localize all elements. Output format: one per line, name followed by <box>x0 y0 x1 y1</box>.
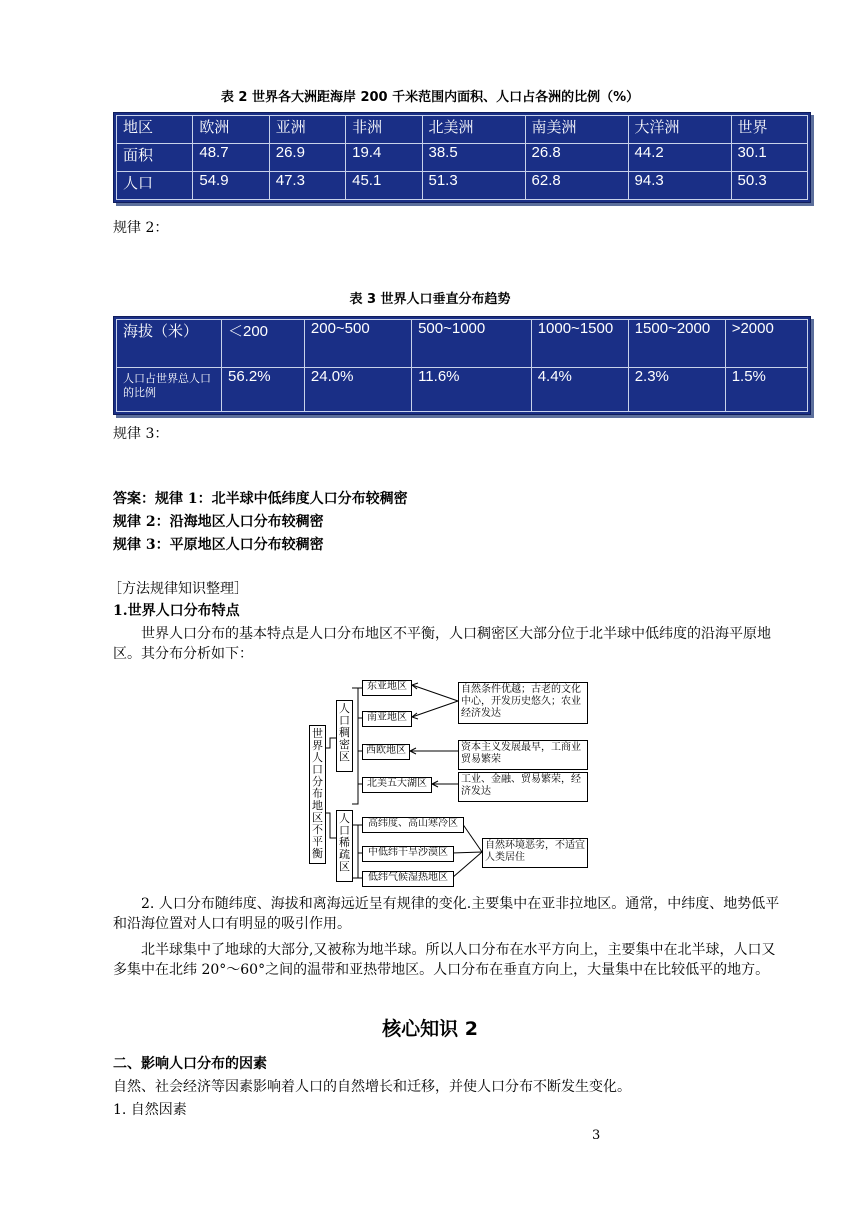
section1-title: 1.世界人口分布特点 <box>113 603 240 619</box>
table2-cell: 26.9 <box>269 144 345 172</box>
table2-cell: 50.3 <box>731 172 807 200</box>
diagram-reason-2: 资本主义发展最早，工商业贸易繁荣 <box>458 740 588 770</box>
table2 <box>113 112 811 203</box>
table2-header-cell: 南美洲 <box>525 116 628 144</box>
table3-header-cell: 1000~1500 <box>531 320 628 368</box>
table2-cell: 19.4 <box>346 144 422 172</box>
table3-cell: 56.2% <box>222 368 305 412</box>
table3-cell: 4.4% <box>531 368 628 412</box>
table2-cell: 48.7 <box>193 144 269 172</box>
table2-cell: 94.3 <box>628 172 731 200</box>
rule2-label: 规律 2： <box>113 220 169 236</box>
diagram-sparse-item: 高纬度、高山寒冷区 <box>362 817 464 833</box>
table2-title: 表 2 世界各大洲距海岸 200 千米范围内面积、人口占各洲的比例（%） <box>220 90 640 105</box>
diagram-dense-node: 人口稠密区 <box>336 700 353 772</box>
section2-title: 二、影响人口分布的因素 <box>113 1056 267 1072</box>
diagram-dense-item: 南亚地区 <box>362 711 412 727</box>
table3-cell: 24.0% <box>304 368 411 412</box>
table2-header-cell: 北美洲 <box>422 116 525 144</box>
table2-cell: 30.1 <box>731 144 807 172</box>
answer-line-2: 规律 2：沿海地区人口分布较稠密 <box>113 514 324 530</box>
diagram-dense-item: 东亚地区 <box>362 680 412 696</box>
table3-header-cell: 1500~2000 <box>628 320 725 368</box>
table3-header-cell: 200~500 <box>304 320 411 368</box>
table3-header-cell: 海拔（米） <box>117 320 222 368</box>
table3-cell: 1.5% <box>725 368 807 412</box>
table2-header-cell: 大洋洲 <box>628 116 731 144</box>
diagram-dense-item: 西欧地区 <box>362 744 410 760</box>
table3-header-cell: ＜200 <box>222 320 305 368</box>
table2-header-cell: 亚洲 <box>269 116 345 144</box>
table2-cell: 38.5 <box>422 144 525 172</box>
table2-cell: 51.3 <box>422 172 525 200</box>
item-natural-factors: 1. 自然因素 <box>113 1102 187 1118</box>
section2-paragraph: 自然、社会经济等因素影响着人口的自然增长和迁移，并使人口分布不断发生变化。 <box>113 1079 631 1095</box>
table3 <box>113 316 811 415</box>
method-heading: ［方法规律知识整理］ <box>108 581 248 597</box>
table2-cell: 62.8 <box>525 172 628 200</box>
table2-cell: 45.1 <box>346 172 422 200</box>
diagram-sparse-node: 人口稀疏区 <box>336 810 353 882</box>
distribution-diagram <box>300 668 600 888</box>
section1-paragraph: 世界人口分布的基本特点是人口分布地区不平衡，人口稠密区大部分位于北半球中低纬度的沿海平原地区。其分布分析如下： <box>113 626 771 662</box>
table3-cell: 2.3% <box>628 368 725 412</box>
table2-header-cell: 世界 <box>731 116 807 144</box>
rule3-label: 规律 3： <box>113 426 169 442</box>
table2-cell: 44.2 <box>628 144 731 172</box>
table2-cell: 26.8 <box>525 144 628 172</box>
page-number: 3 <box>592 1128 601 1143</box>
table2-header-cell: 地区 <box>117 116 193 144</box>
table2-cell: 人口 <box>117 172 193 200</box>
table2-cell: 47.3 <box>269 172 345 200</box>
paragraph-3: 北半球集中了地球的大部分,又被称为地半球。所以人口分布在水平方向上，主要集中在北半球，人口又多集中在北纬 20°～60°之间的温带和亚热带地区。人口分布在垂直方向上，大量集中在比较低平的地方。 <box>113 942 776 978</box>
table3-header-cell: >2000 <box>725 320 807 368</box>
table3-row-label: 人口占世界总人口的比例 <box>117 368 222 412</box>
paragraph-2: 2. 人口分布随纬度、海拔和离海远近呈有规律的变化.主要集中在亚非拉地区。通常，中纬度、地势低平和沿海位置对人口有明显的吸引作用。 <box>113 896 780 932</box>
table3-cell: 11.6% <box>412 368 532 412</box>
table2-cell: 面积 <box>117 144 193 172</box>
core-knowledge-title: 核心知识 2 <box>382 1018 478 1040</box>
table2-cell: 54.9 <box>193 172 269 200</box>
answer-line-1: 答案：规律 1：北半球中低纬度人口分布较稠密 <box>113 491 408 507</box>
table2-header-cell: 非洲 <box>346 116 422 144</box>
diagram-root: 世界人口分布地区不平衡 <box>309 725 326 864</box>
diagram-reason-1: 自然条件优越；古老的文化中心，开发历史悠久；农业经济发达 <box>458 682 588 724</box>
diagram-sparse-item: 中低纬干旱沙漠区 <box>362 846 454 862</box>
answer-line-3: 规律 3：平原地区人口分布较稠密 <box>113 537 324 553</box>
table3-title: 表 3 世界人口垂直分布趋势 <box>349 292 511 307</box>
diagram-reason-4: 自然环境恶劣，不适宜人类居住 <box>482 838 588 868</box>
table2-header-cell: 欧洲 <box>193 116 269 144</box>
diagram-reason-3: 工业、金融、贸易繁荣，经济发达 <box>458 772 588 802</box>
diagram-sparse-item: 低纬气候湿热地区 <box>362 871 454 887</box>
table3-header-cell: 500~1000 <box>412 320 532 368</box>
diagram-dense-item: 北美五大湖区 <box>362 777 432 793</box>
